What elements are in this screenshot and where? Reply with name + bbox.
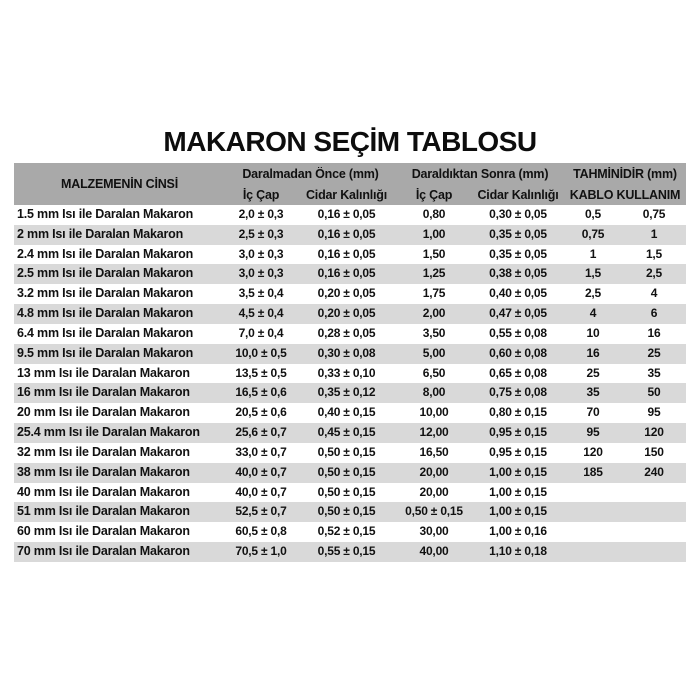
cell-material: 38 mm Isı ile Daralan Makaron	[17, 464, 190, 479]
table-row	[14, 383, 686, 403]
cell-inner-dia-before: 60,5 ± 0,8	[235, 524, 287, 539]
header-inner-dia-before: İç Çap	[242, 187, 280, 202]
cell-wall-thickness-before: 0,50 ± 0,15	[317, 484, 376, 499]
cell-inner-dia-after: 20,00	[419, 464, 449, 479]
cell-inner-dia-before: 3,0 ± 0,3	[238, 266, 284, 281]
cell-wall-thickness-after: 1,00 ± 0,15	[489, 484, 547, 499]
cell-inner-dia-before: 2,0 ± 0,3	[238, 207, 284, 221]
cell-cable-max: 35	[647, 365, 661, 380]
cell-inner-dia-after: 1,25	[422, 266, 446, 281]
cell-wall-thickness-before: 0,55 ± 0,15	[317, 544, 376, 559]
table-header	[14, 163, 686, 205]
cell-wall-thickness-after: 0,35 ± 0,05	[489, 246, 547, 261]
cell-cable-min	[564, 502, 622, 522]
cell-inner-dia-before: 10,0 ± 0,5	[235, 345, 287, 360]
table-row	[14, 304, 686, 324]
header-group-after-shrink: Daraldıktan Sonra (mm)	[411, 166, 549, 181]
cell-inner-dia-after: 0,50 ± 0,15	[405, 504, 463, 519]
cell-inner-dia-before: 52,5 ± 0,7	[235, 504, 287, 519]
cell-inner-dia-before: 25,6 ± 0,7	[235, 425, 287, 440]
cell-wall-thickness-after: 1,00 ± 0,15	[489, 504, 547, 519]
cell-material: 32 mm Isı ile Daralan Makaron	[17, 444, 190, 459]
cell-wall-thickness-after: 0,60 ± 0,08	[489, 345, 547, 360]
cell-cable-min: 10	[586, 325, 600, 340]
cell-cable-min: 35	[586, 385, 600, 400]
cell-wall-thickness-after: 0,95 ± 0,15	[489, 444, 547, 459]
cell-cable-max	[622, 522, 686, 542]
cell-wall-thickness-before: 0,50 ± 0,15	[317, 504, 376, 519]
cell-wall-thickness-before: 0,20 ± 0,05	[317, 306, 376, 321]
cell-wall-thickness-after: 0,47 ± 0,05	[489, 306, 547, 321]
cell-material: 16 mm Isı ile Daralan Makaron	[17, 385, 190, 400]
cell-material: 25.4 mm Isı ile Daralan Makaron	[17, 425, 200, 440]
cell-material: 60 mm Isı ile Daralan Makaron	[17, 524, 190, 539]
cell-inner-dia-after: 12,00	[419, 425, 449, 440]
cell-cable-min: 120	[583, 444, 603, 459]
cell-cable-max	[622, 502, 686, 522]
cell-inner-dia-after: 1,75	[422, 286, 446, 301]
cell-material: 3.2 mm Isı ile Daralan Makaron	[17, 286, 194, 301]
cell-inner-dia-before: 7,0 ± 0,4	[238, 325, 284, 340]
cell-cable-max: 4	[650, 286, 658, 301]
header-group-before-shrink: Daralmadan Önce (mm)	[242, 166, 379, 181]
cell-wall-thickness-before: 0,50 ± 0,15	[317, 444, 376, 459]
cell-wall-thickness-before: 0,35 ± 0,12	[317, 385, 376, 400]
cell-cable-max: 16	[647, 325, 661, 340]
cell-material: 51 mm Isı ile Daralan Makaron	[17, 504, 190, 519]
cell-wall-thickness-before: 0,16 ± 0,05	[317, 246, 376, 261]
cell-cable-min: 25	[586, 365, 600, 380]
header-material: MALZEMENİN CİNSİ	[61, 177, 178, 191]
page-title: MAKARON SEÇİM TABLOSU	[163, 126, 537, 157]
makaron-selection-table	[14, 163, 686, 562]
cell-material: 9.5 mm Isı ile Daralan Makaron	[17, 345, 194, 360]
cell-material: 1.5 mm Isı ile Daralan Makaron	[17, 207, 194, 221]
cell-cable-min: 0,5	[584, 207, 602, 221]
cell-wall-thickness-before: 0,50 ± 0,15	[317, 464, 376, 479]
cell-wall-thickness-after: 1,00 ± 0,15	[489, 464, 547, 479]
table-body	[14, 205, 686, 562]
cell-cable-min: 1,5	[584, 266, 602, 281]
cell-material: 2.4 mm Isı ile Daralan Makaron	[17, 246, 194, 261]
cell-cable-min: 185	[583, 464, 603, 479]
cell-inner-dia-after: 0,80	[422, 207, 446, 221]
cell-inner-dia-after: 30,00	[419, 524, 449, 539]
cell-cable-min: 1	[589, 246, 597, 261]
table-row	[14, 225, 686, 245]
table-row	[14, 284, 686, 304]
cell-cable-max: 2,5	[645, 266, 663, 281]
table-row	[14, 324, 686, 344]
cell-inner-dia-after: 6,50	[422, 365, 446, 380]
cell-material: 2.5 mm Isı ile Daralan Makaron	[17, 266, 194, 281]
cell-cable-min: 4	[589, 306, 597, 321]
cell-wall-thickness-before: 0,33 ± 0,10	[317, 365, 376, 380]
cell-inner-dia-after: 40,00	[419, 544, 449, 559]
cell-wall-thickness-after: 1,10 ± 0,18	[489, 544, 547, 559]
header-inner-dia-after: İç Çap	[415, 187, 453, 202]
cell-material: 20 mm Isı ile Daralan Makaron	[17, 405, 190, 420]
table-row	[14, 403, 686, 423]
cell-inner-dia-after: 20,00	[419, 484, 449, 499]
table-row	[14, 463, 686, 483]
cell-inner-dia-after: 8,00	[422, 385, 446, 400]
cell-cable-min: 0,75	[581, 226, 605, 241]
table-row	[14, 245, 686, 265]
cell-cable-max: 240	[644, 464, 664, 479]
cell-inner-dia-after: 10,00	[419, 405, 449, 420]
cell-inner-dia-before: 40,0 ± 0,7	[235, 464, 287, 479]
table-row	[14, 522, 686, 542]
table-row	[14, 483, 686, 503]
cell-material: 13 mm Isı ile Daralan Makaron	[17, 365, 190, 380]
cell-inner-dia-after: 3,50	[422, 325, 446, 340]
cell-cable-min	[564, 542, 622, 562]
cell-cable-max: 0,75	[642, 207, 666, 221]
cell-cable-max	[622, 542, 686, 562]
table-row	[14, 423, 686, 443]
cell-inner-dia-after: 1,00	[422, 226, 446, 241]
cell-wall-thickness-before: 0,45 ± 0,15	[317, 425, 376, 440]
table-row	[14, 502, 686, 522]
table-row	[14, 542, 686, 562]
cell-inner-dia-after: 5,00	[422, 345, 446, 360]
cell-cable-max: 1,5	[645, 246, 663, 261]
header-wall-thick-after: Cidar Kalınlığı	[477, 187, 559, 202]
table-row	[14, 443, 686, 463]
cell-material: 70 mm Isı ile Daralan Makaron	[17, 544, 190, 559]
cell-wall-thickness-after: 0,38 ± 0,05	[489, 266, 547, 281]
cell-inner-dia-before: 16,5 ± 0,6	[235, 385, 287, 400]
cell-wall-thickness-before: 0,52 ± 0,15	[317, 524, 376, 539]
cell-wall-thickness-before: 0,16 ± 0,05	[317, 226, 376, 241]
cell-wall-thickness-after: 0,95 ± 0,15	[489, 425, 547, 440]
cell-inner-dia-before: 70,5 ± 1,0	[235, 544, 287, 559]
cell-cable-max: 25	[647, 345, 661, 360]
cell-wall-thickness-before: 0,30 ± 0,08	[317, 345, 376, 360]
cell-inner-dia-before: 33,0 ± 0,7	[235, 444, 287, 459]
table-row	[14, 364, 686, 384]
cell-cable-max: 6	[650, 306, 658, 321]
cell-wall-thickness-after: 0,80 ± 0,15	[489, 405, 547, 420]
cell-wall-thickness-before: 0,20 ± 0,05	[317, 286, 376, 301]
cell-inner-dia-before: 40,0 ± 0,7	[235, 484, 287, 499]
cell-wall-thickness-before: 0,16 ± 0,05	[317, 266, 376, 281]
cell-inner-dia-before: 2,5 ± 0,3	[238, 226, 284, 241]
cell-material: 6.4 mm Isı ile Daralan Makaron	[17, 325, 194, 340]
cell-cable-max: 50	[647, 385, 661, 400]
cell-wall-thickness-after: 0,35 ± 0,05	[489, 226, 547, 241]
cell-cable-min: 2,5	[584, 286, 602, 301]
cell-cable-max: 95	[647, 405, 661, 420]
header-group-estimate: TAHMİNİDİR (mm)	[573, 166, 677, 181]
cell-inner-dia-before: 20,5 ± 0,6	[235, 405, 287, 420]
cell-inner-dia-before: 13,5 ± 0,5	[235, 365, 287, 380]
cell-inner-dia-before: 3,5 ± 0,4	[238, 286, 284, 301]
header-cable-usage: KABLO KULLANIM	[569, 187, 681, 202]
header-wall-thick-before: Cidar Kalınlığı	[305, 187, 388, 202]
cell-wall-thickness-after: 0,40 ± 0,05	[489, 286, 547, 301]
cell-cable-min: 70	[586, 405, 600, 420]
cell-material: 2 mm Isı ile Daralan Makaron	[17, 226, 184, 241]
cell-cable-max: 150	[644, 444, 664, 459]
table-row	[14, 205, 686, 225]
cell-wall-thickness-before: 0,16 ± 0,05	[317, 207, 376, 221]
cell-cable-min: 16	[586, 345, 600, 360]
cell-inner-dia-after: 2,00	[422, 306, 446, 321]
cell-cable-max	[622, 483, 686, 503]
cell-cable-max: 1	[650, 226, 658, 241]
cell-inner-dia-after: 1,50	[422, 246, 446, 261]
cell-inner-dia-after: 16,50	[419, 444, 449, 459]
cell-wall-thickness-after: 1,00 ± 0,16	[489, 524, 547, 539]
cell-cable-min: 95	[586, 425, 600, 440]
cell-inner-dia-before: 4,5 ± 0,4	[238, 306, 284, 321]
cell-material: 40 mm Isı ile Daralan Makaron	[17, 484, 190, 499]
cell-material: 4.8 mm Isı ile Daralan Makaron	[17, 306, 194, 321]
cell-wall-thickness-after: 0,75 ± 0,08	[489, 385, 547, 400]
cell-wall-thickness-after: 0,65 ± 0,08	[489, 365, 547, 380]
cell-cable-min	[564, 483, 622, 503]
cell-inner-dia-before: 3,0 ± 0,3	[238, 246, 284, 261]
cell-wall-thickness-after: 0,30 ± 0,05	[489, 207, 547, 221]
cell-wall-thickness-before: 0,28 ± 0,05	[317, 325, 376, 340]
cell-cable-min	[564, 522, 622, 542]
cell-cable-max: 120	[644, 425, 664, 440]
table-row	[14, 264, 686, 284]
table-row	[14, 344, 686, 364]
cell-wall-thickness-before: 0,40 ± 0,15	[317, 405, 376, 420]
cell-wall-thickness-after: 0,55 ± 0,08	[489, 325, 547, 340]
